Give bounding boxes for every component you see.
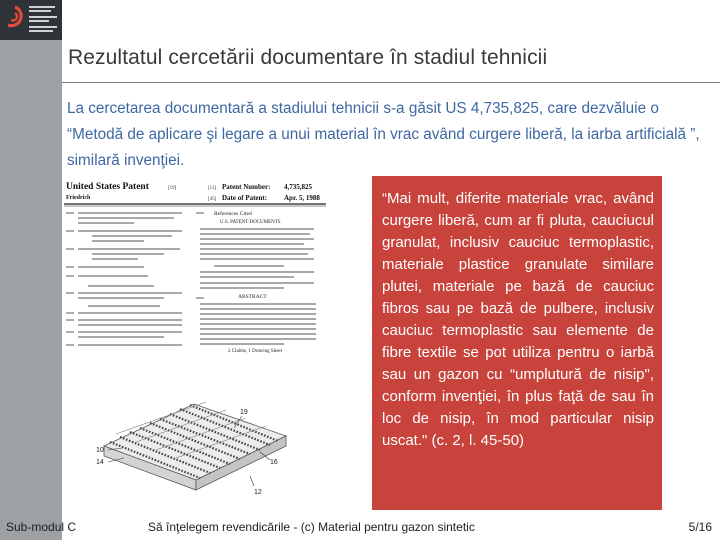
patent-abstract: ABSTRACT [238, 294, 267, 300]
fig-label-12: 12 [254, 489, 262, 496]
slide-title: Rezultatul cercetării documentare în stadiul tehnicii [68, 46, 548, 69]
svg-text:[19]: [19] [168, 186, 177, 191]
logo-icon [5, 5, 25, 33]
title-divider [62, 82, 720, 83]
fig-label-10: 10 [96, 447, 104, 454]
office-logo [0, 0, 62, 40]
footer-title: Să înţelegem revendicările - (c) Material pentru gazon sintetic [148, 520, 475, 534]
logo-wordmark [29, 4, 60, 34]
patent-number: 4,735,825 [284, 183, 312, 191]
intro-paragraph: La cercetarea documentară a stadiului tehnicii s-a găsit US 4,735,825, care dezvăluie o “Metodă de aplicare şi legare a unui material în vrac având curgere liberă, la iarba artificială ”, similară invenţiei. [67, 100, 700, 169]
patent-references: References Cited [214, 211, 252, 217]
page-number: 5/16 [688, 520, 712, 534]
patent-number-label: Patent Number: [222, 183, 271, 191]
svg-text:[11]: [11] [208, 186, 217, 191]
patent-date: Apr. 5, 1988 [284, 194, 320, 202]
patent-header: United States Patent [66, 182, 149, 192]
quote-callout [372, 176, 662, 510]
fig-label-14: 14 [96, 459, 104, 466]
patent-date-label: Date of Patent: [222, 194, 268, 202]
patent-inventor: Friedrich [66, 195, 91, 201]
patent-document-image [64, 180, 326, 498]
left-sidebar [0, 0, 62, 540]
patent-us-docs: U.S. PATENT DOCUMENTS [220, 220, 281, 225]
fig-label-16: 16 [270, 459, 278, 466]
footer-module: Sub-modul C [6, 520, 77, 534]
patent-claims-line: 2 Claims, 1 Drawing Sheet [228, 349, 283, 354]
quote-text: “Mai mult, diferite materiale vrac, având curgere liberă, cum ar fi pluta, cauciucul granulat, inclusiv cauciuc termoplastic, materiale plastice granulate similare plutei, materiale pe bază de cauciuc fibros sau pe bază de pulbere, inclusiv cauciuc termoplastic sau elemente de fibre textile se pot utiliza pentru o iarbă sau un gazon cu “umplutură de nisip", conform invenţiei, în plus faţă de sau în loc de nisip, în mod particular nisip uscat." (c. 2, l. 45-50) [382, 190, 654, 449]
svg-text:[45]: [45] [208, 197, 217, 202]
fig-label-19: 19 [240, 409, 248, 416]
